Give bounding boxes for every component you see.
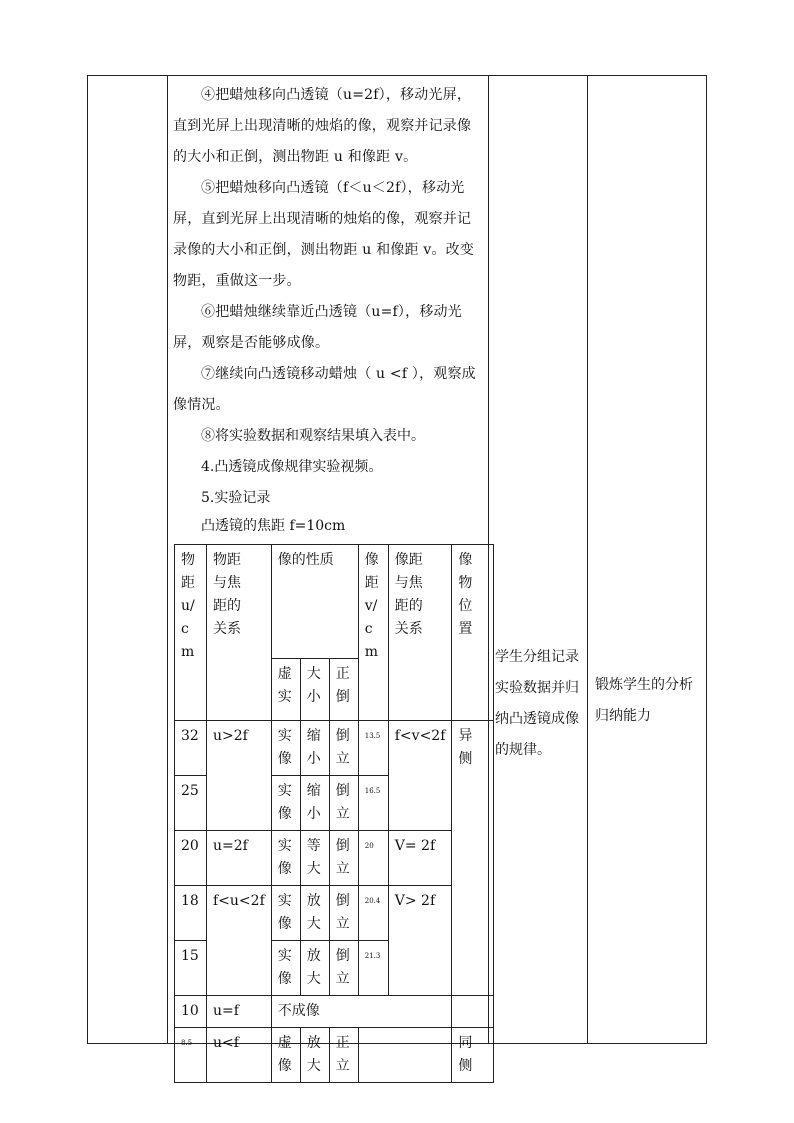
header-real-virtual: 虚实: [271, 659, 300, 721]
teacher-activity-column: [173, 80, 483, 538]
step-5: ⑤把蜡烛移向凸透镜（f＜u＜2f），移动光屏，直到光屏上出现清晰的烛焰的像，观察并记录像的大小和正倒，测出物距 u 和像距 v。改变物距，重做这一步。: [173, 180, 475, 289]
step-4: ④把蜡烛移向凸透镜（u=2f），移动光屏，直到光屏上出现清晰的烛焰的像，观察并记录像的大小和正倒，测出物距 u 和像距 v。: [173, 87, 472, 165]
experiment-data-table: [174, 544, 494, 1083]
table-row: 10 u=f 不成像: [175, 996, 494, 1028]
focal-length-note: 凸透镜的焦距 f=10cm: [201, 518, 346, 534]
table-row: 20 u=2f 实像 等大 倒立 20 V= 2f: [175, 831, 494, 886]
table-row: 15 实像 放大 倒立 21.3: [175, 941, 494, 996]
step-6: ⑥把蜡烛继续靠近凸透镜（u=f），移动光屏，观察是否能够成像。: [173, 304, 462, 351]
header-relation: 物距与焦距的关系: [207, 545, 272, 721]
design-intent: 锻炼学生的分析归纳能力: [595, 677, 693, 724]
table-row: 18 f<u<2f 实像 放大 倒立 20.4 V> 2f: [175, 886, 494, 941]
step-8: ⑧将实验数据和观察结果填入表中。: [201, 428, 425, 444]
table-row: 32 u>2f 实像 缩小 倒立 13.5 f<v<2f 异侧: [175, 721, 494, 776]
header-orientation: 正倒: [329, 659, 358, 721]
step-video: 4.凸透镜成像规律实验视频。: [201, 459, 383, 475]
header-image-distance: 像距v/cm: [358, 545, 388, 721]
header-size: 大小: [300, 659, 329, 721]
header-object-distance: 物距u/cm: [175, 545, 207, 721]
table-row: 25 实像 缩小 倒立 16.5: [175, 776, 494, 831]
header-position: 像物位置: [452, 545, 494, 721]
table-row: 8.5 u<f 虚像 放大 正立 同侧: [175, 1028, 494, 1083]
header-image-nature: 像的性质: [271, 545, 358, 659]
column-divider: [167, 75, 168, 1044]
student-activity: 学生分组记录实验数据并归纳凸透镜成像的规律。: [495, 649, 579, 758]
header-image-relation: 像距与焦距的关系: [388, 545, 452, 721]
step-7: ⑦继续向凸透镜移动蜡烛（ u <f ），观察成像情况。: [173, 366, 476, 413]
column-divider: [587, 75, 588, 1044]
step-record: 5.实验记录: [201, 490, 271, 506]
